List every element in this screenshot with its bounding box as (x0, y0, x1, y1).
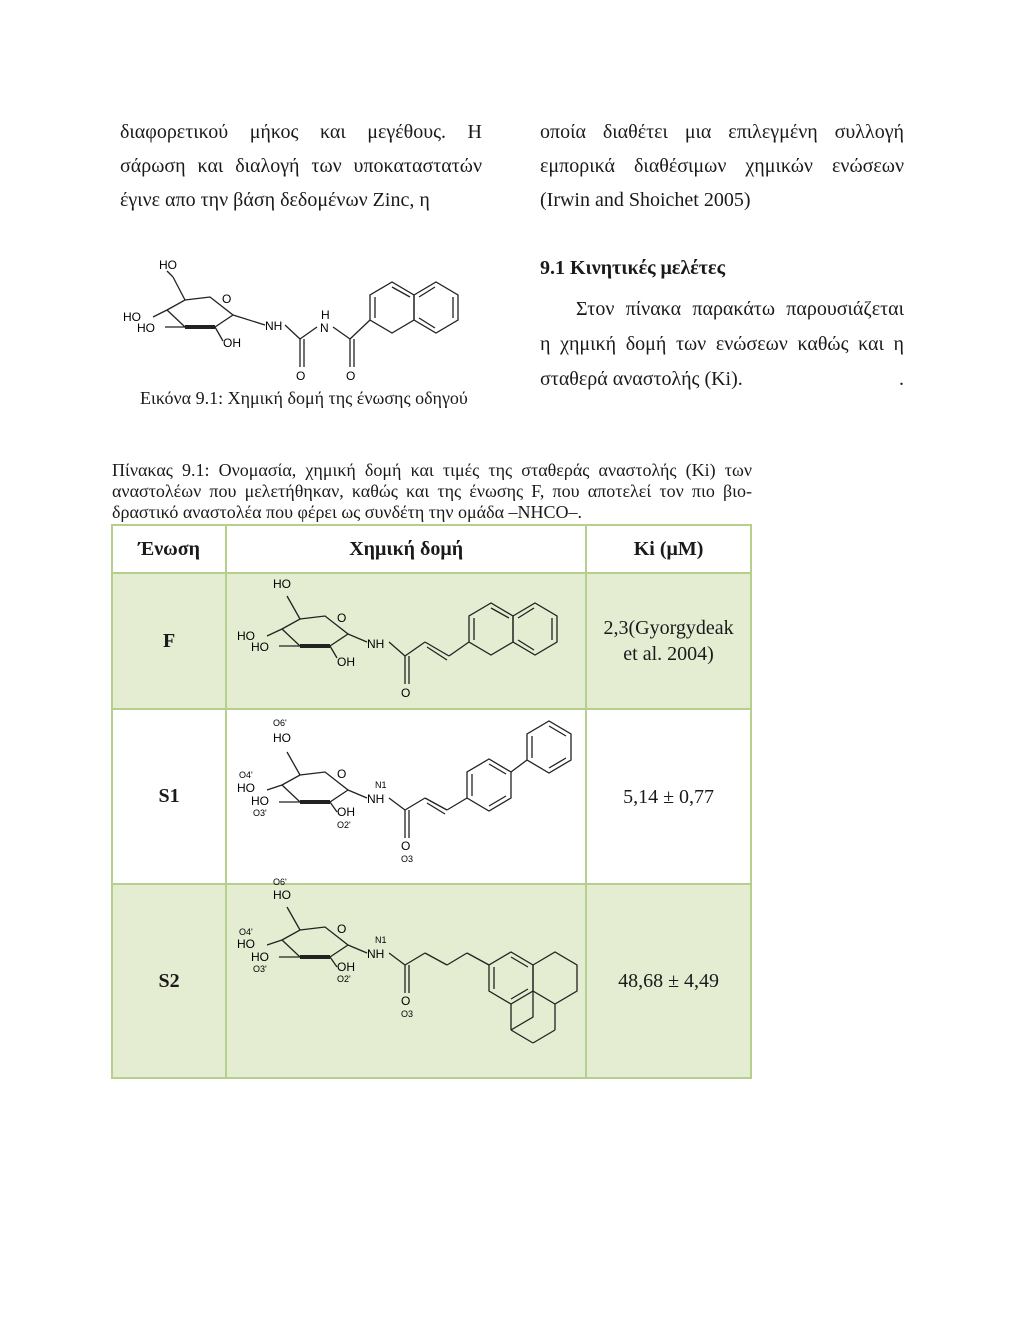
atom-label: NH (265, 319, 283, 333)
text-line: σταθερά αναστολής (Ki). (540, 368, 743, 390)
atom-label: HO (251, 794, 270, 808)
ki-value-line: 2,3(Gyorgydeak (603, 617, 734, 639)
ki-value: 48,68 ± 4,49 (586, 884, 751, 1078)
atom-label: O (401, 686, 411, 700)
atom-label: O (337, 922, 347, 936)
atom-label: O4' (239, 927, 253, 937)
structure-cell (226, 709, 586, 884)
text-line: εμπορικά διαθέσιμων χημικών ενώσεων (540, 155, 904, 177)
atom-label: O3 (401, 854, 414, 864)
header-compound: Ένωση (112, 525, 226, 573)
atom-label: O (337, 767, 347, 781)
atom-label: O (222, 292, 232, 306)
table-caption (112, 460, 752, 523)
atom-label: NH (367, 792, 385, 806)
atom-label: HO (273, 577, 292, 591)
compound-s2-structure (227, 877, 583, 1072)
compound-name: F (112, 573, 226, 709)
compound-f-structure (227, 574, 583, 703)
atom-label: O4' (239, 770, 253, 780)
caption-line: Πίνακας 9.1: Ονομασία, χημική δομή και τιμές της σταθεράς αναστολής (Ki) των (112, 460, 752, 480)
atom-label: O6' (273, 718, 287, 728)
ki-value-line: et al. 2004) (623, 643, 714, 665)
text-line: σάρωση και διαλογή των υποκαταστατών (120, 155, 482, 177)
atom-label: N1 (375, 935, 387, 945)
atom-label: O2' (337, 974, 351, 984)
structure-cell (226, 573, 586, 709)
caption-line: δραστικό αναστολέα που φέρει ως συνδέτη την ομάδα –NHCO–. (112, 502, 583, 522)
text-line: η χημική δομή των ενώσεων καθώς και η (540, 333, 904, 355)
text-line: οποία διαθέτει μια επιλεγμένη συλλογή (540, 121, 904, 143)
atom-label: O (401, 994, 411, 1008)
text-line: έγινε απο την βάση δεδομένων Zinc, η (120, 189, 430, 211)
atom-label: O6' (273, 877, 287, 887)
atom-label: O (346, 369, 356, 383)
header-structure: Χημική δομή (226, 525, 586, 573)
lead-compound-structure (115, 255, 475, 385)
atom-label: OH (337, 655, 356, 669)
atom-label: HO (251, 640, 270, 654)
atom-label: O3' (253, 808, 267, 818)
stray-dot: . (899, 368, 904, 390)
structure-cell (226, 877, 586, 1078)
atom-label: HO (237, 937, 256, 951)
table-row (112, 884, 751, 1078)
table-row (112, 573, 751, 709)
right-column-text (540, 115, 904, 217)
compound-name: S1 (112, 709, 226, 884)
text-line: διαφορετικού μήκος και μεγέθους. Η (120, 121, 482, 143)
atom-label: HO (237, 629, 256, 643)
atom-label: NH (367, 637, 385, 651)
caption-line: αναστολέων που μελετήθηκαν, καθώς και της ένωσης F, που αποτελεί τον πιο βιο- (112, 481, 752, 501)
left-column-text (120, 115, 482, 217)
section-heading: 9.1 Κινητικές μελέτες (540, 257, 726, 279)
text-line: (Irwin and Shoichet 2005) (540, 189, 751, 211)
atom-label: N (320, 321, 329, 335)
atom-label: HO (273, 731, 292, 745)
atom-label: OH (337, 805, 356, 819)
ki-value (586, 573, 751, 709)
atom-label: HO (251, 950, 270, 964)
atom-label: OH (223, 336, 241, 350)
atom-label: O (296, 369, 306, 383)
figure-caption: Εικόνα 9.1: Χημική δομή της ένωσης οδηγού (140, 388, 468, 408)
atom-label: HO (159, 258, 177, 272)
atom-label: O3 (401, 1009, 414, 1019)
atom-label: HO (273, 888, 292, 902)
compound-s1-structure (227, 710, 583, 878)
atom-label: O2' (337, 820, 351, 830)
atom-label: O (337, 611, 347, 625)
atom-label: H (321, 308, 330, 322)
text-line: Στον πίνακα παρακάτω παρουσιάζεται (576, 298, 904, 320)
atom-label: O (401, 839, 411, 853)
section-paragraph (540, 292, 904, 397)
header-ki: Ki (μM) (586, 525, 751, 573)
ki-value: 5,14 ± 0,77 (586, 709, 751, 884)
inhibitors-table (111, 524, 752, 1079)
atom-label: HO (137, 321, 155, 335)
text-line (540, 362, 904, 397)
atom-label: N1 (375, 780, 387, 790)
atom-label: HO (123, 310, 141, 324)
table-header-row (112, 525, 751, 573)
atom-label: OH (337, 960, 356, 974)
atom-label: O3' (253, 964, 267, 974)
atom-label: HO (237, 781, 256, 795)
compound-name: S2 (112, 884, 226, 1078)
atom-label: NH (367, 947, 385, 961)
table-row (112, 709, 751, 884)
